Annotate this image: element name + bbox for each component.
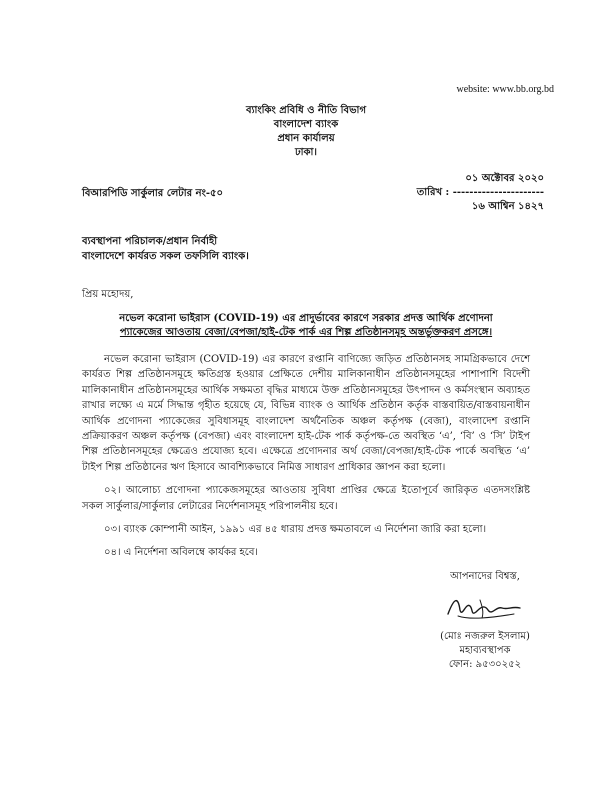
date-bengali: ১৬ আশ্বিন ১৪২৭ [471, 201, 544, 212]
salutation: প্রিয় মহোদয়, [82, 289, 134, 300]
date-label: তারিখ : [416, 187, 450, 198]
date-gregorian: ০১ অক্টোবর ২০২০ [465, 173, 544, 184]
circular-number: বিআরপিডি সার্কুলার লেটার নং-৫০ [82, 188, 224, 199]
subject-line-1: নভেল করোনা ভাইরাস (COVID-19) এর প্রাদুর্ভাবের কারণে সরকার প্রদত্ত আর্থিক প্রণোদনা [119, 313, 493, 324]
date-label-row [417, 186, 544, 200]
signature-image [410, 592, 560, 626]
signatory-name: (মোঃ নজরুল ইসলাম) [440, 631, 530, 642]
subject [90, 312, 522, 340]
signature-block [410, 570, 560, 672]
city-name: ঢাকা। [294, 147, 318, 158]
bank-name: বাংলাদেশ ব্যাংক [273, 119, 339, 130]
website-url[interactable]: website: www.bb.org.bd [456, 84, 554, 95]
letterhead [0, 104, 612, 160]
signatory-phone: ফোন: ৯৫৩০২৫২ [448, 659, 522, 670]
paragraph-2: ০২। আলোচ্য প্রণোদনা প্যাকেজসমূহের আওতায় সুবিধা প্রাপ্তির ক্ষেত্রে ইতোপূর্বে জারিকৃত এতদসংশ্লিষ্ট সকল সার্কুলার/সার্কুলার লেটারের নির্দেশনাসমূহ পরিপালনীয় হবে। [82, 485, 530, 512]
letter-body [82, 352, 530, 569]
date-separator: ---------------------- [452, 187, 544, 198]
paragraph-4: ০৪। এ নির্দেশনা অবিলম্বে কার্যকর হবে। [104, 547, 258, 559]
signatory-designation: মহাব্যবস্থাপক [459, 645, 511, 656]
paragraph-3: ০৩। ব্যাংক কোম্পানী আইন, ১৯৯১ এর ৪৫ ধারায় প্রদত্ত ক্ষমতাবলে এ নির্দেশনা জারি করা হলো। [104, 524, 487, 536]
subject-line-2: প্যাকেজের আওতায় বেজা/বেপজা/হাই-টেক পার্ক এর শিল্প প্রতিষ্ঠানসমূহ অন্তর্ভুক্তকরণ প্রসঙ্গে। [119, 327, 493, 338]
date-block [417, 172, 544, 214]
department-name: ব্যাংকিং প্রবিধি ও নীতি বিভাগ [246, 105, 366, 116]
recipient-block [82, 234, 249, 264]
recipient-banks: বাংলাদেশে কার্যরত সকল তফসিলি ব্যাংক। [82, 251, 249, 262]
office-name: প্রধান কার্যালয় [277, 133, 335, 144]
closing-regards: আপনাদের বিশ্বস্ত, [450, 571, 520, 582]
recipient-title: ব্যবস্থাপনা পরিচালক/প্রধান নির্বাহী [82, 236, 218, 247]
paragraph-1: নভেল করোনা ভাইরাস (COVID-19) এর কারণে রপ্তানি বাণিজ্যে জড়িত প্রতিষ্ঠানসহ সামগ্রিকভাবে দেশে কার্যরত শিল্প প্রতিষ্ঠানসমূহে ক্ষতিগ্রস্ত হওয়ার প্রেক্ষিতে দেশীয় মালিকানাধীন প্রতিষ্ঠানসমূহের পাশাপাশি বিদেশী মালিকানাধীন প্রতিষ্ঠানসমূহের আর্থিক সক্ষমতা বৃদ্ধির মাধ্যমে উক্ত প্রতিষ্ঠানসমূহের উৎপাদন ও কর্মসংস্থান অব্যাহত রাখার লক্ষ্যে এ মর্মে সিদ্ধান্ত গৃহীত হয়েছে যে, বিভিন্ন ব্যাংক ও আর্থিক প্রতিষ্ঠান কর্তৃক বাস্তবায়িত/বাস্তবায়নাধীন আর্থিক প্রণোদনা প্যাকেজের সুবিধাসমূহ বাংলাদেশ অর্থনৈতিক অঞ্চল কর্তৃপক্ষ (বেজা), বাংলাদেশ রপ্তানি প্রক্রিয়াকরণ অঞ্চল কর্তৃপক্ষ (বেপজা) এবং বাংলাদেশ হাই-টেক পার্ক কর্তৃপক্ষ-তে অবস্থিত ‘এ’, ‘বি’ ও ‘সি’ টাইপ শিল্প প্রতিষ্ঠানসমূহের ক্ষেত্রেও প্রযোজ্য হবে। এক্ষেত্রে প্রণোদনার অর্থ বেজা/বেপজা/হাই-টেক পার্কে অবস্থিত ‘এ’ টাইপ শিল্প প্রতিষ্ঠানের ঋণ হিসাবে আবশ্যিকভাবে নিমিত্ত সাধারণ প্রাধিকার জ্ঞাপন করা হলো। [82, 354, 530, 473]
